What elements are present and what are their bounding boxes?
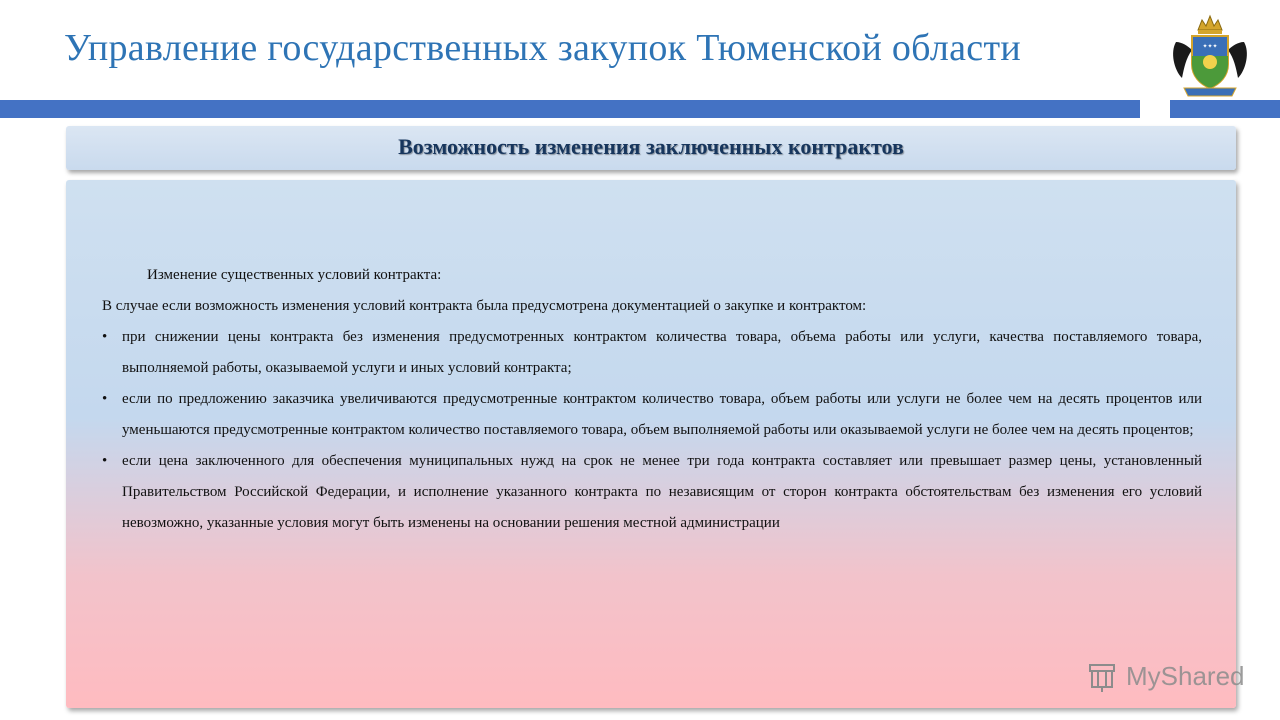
conditions-list [102, 322, 1202, 539]
content-intro: В случае если возможность изменения условий контракта была предусмотрена документацией о закупке и контрактом: [102, 298, 867, 314]
header-divider-bar [0, 100, 1280, 118]
watermark-text: MyShared [1126, 660, 1245, 691]
subtitle-banner [66, 126, 1236, 170]
page-title: Управление государственных закупок Тюменской области [64, 27, 1022, 69]
list-item: • если цена заключенного для обеспечения муниципальных нужд на срок не менее три года контракта составляет или превышает размер цены, установленный Правительством Российской Федерации, и исполнение указанного контракта по независящим от сторон контракта обстоятельствам без изменения его условий невозможно, указанные условия могут быть изменены на основании решения местной администрации [102, 446, 1202, 539]
header-divider-gap [1140, 100, 1170, 118]
myshared-logo-icon [1088, 659, 1120, 693]
content-panel [66, 180, 1236, 708]
coat-of-arms-icon [1168, 12, 1252, 100]
subtitle-text: Возможность изменения заключенных контрактов [398, 134, 904, 159]
list-item: • если по предложению заказчика увеличиваются предусмотренные контрактом количество товара, объем работы или услуги не более чем на десять процентов или уменьшаются предусмотренные контрактом количество поставляемого товара, объем выполняемой работы или оказываемой услуги не более чем на десять процентов; [102, 384, 1202, 446]
svg-text:✦✦✦: ✦✦✦ [1202, 43, 1218, 50]
content-body [102, 260, 1202, 539]
list-item: • при снижении цены контракта без изменения предусмотренных контрактом количества товара, объема работы или услуги, качества поставляемого товара, выполняемой работы, оказываемой услуги и иных условий контракта; [102, 322, 1202, 384]
content-heading: Изменение существенных условий контракта: [147, 267, 442, 283]
watermark [1088, 656, 1245, 696]
